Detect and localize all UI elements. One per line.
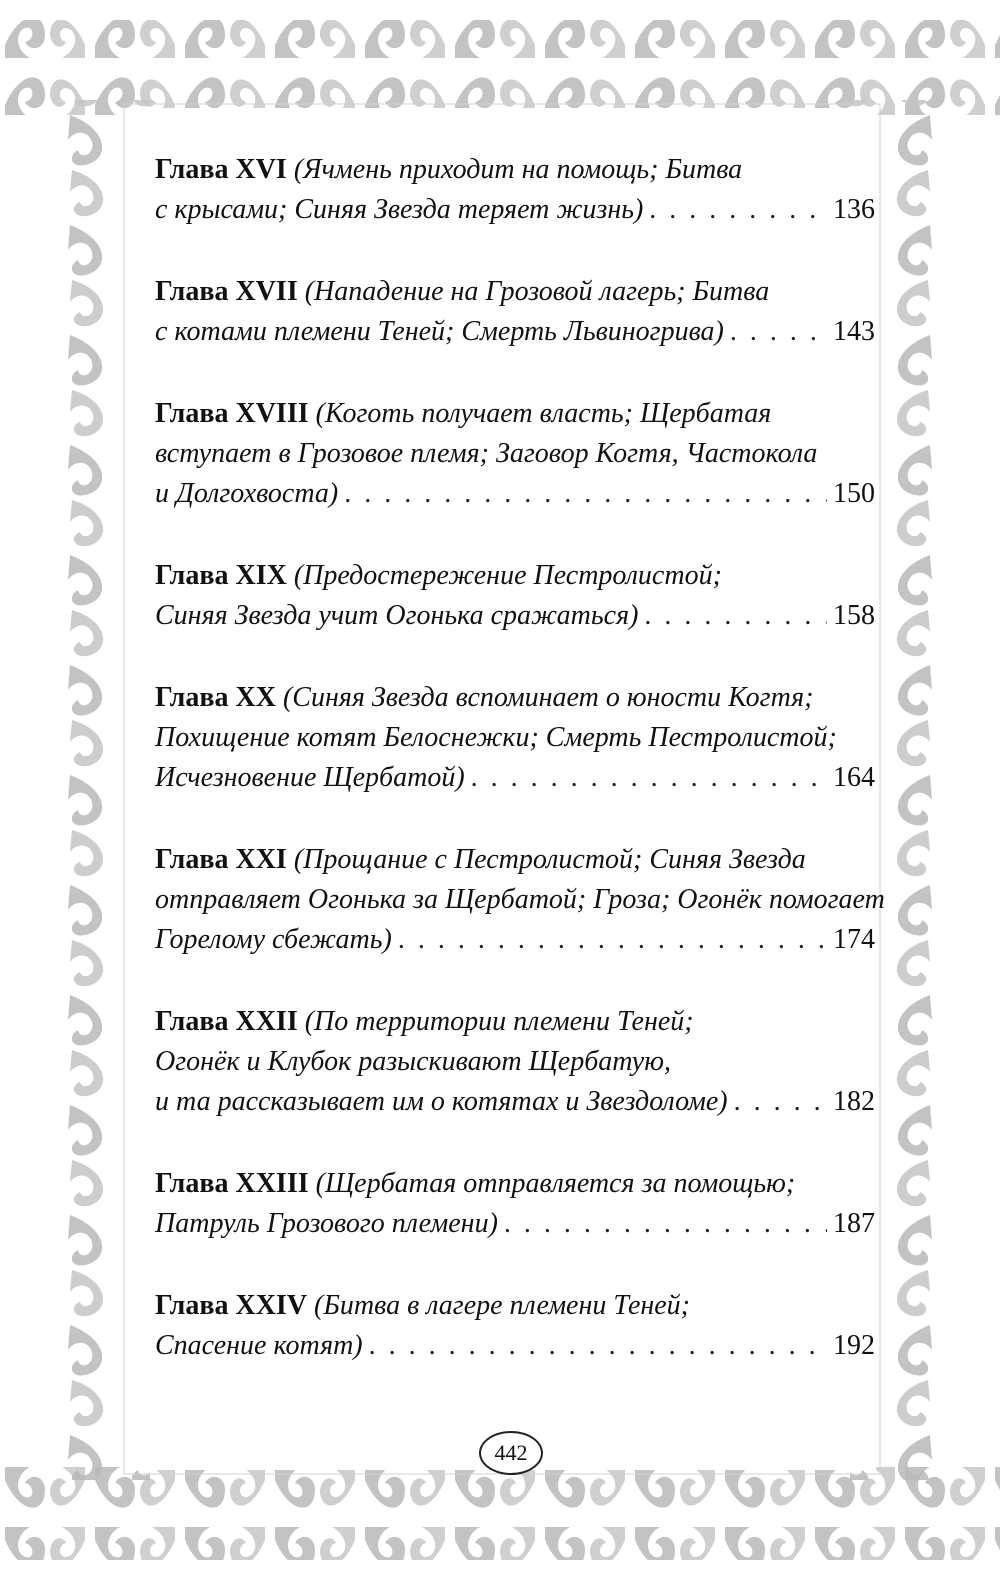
page-reference: 136 xyxy=(833,194,875,225)
page-reference: 192 xyxy=(833,1330,875,1361)
chapter-description: (Предостережение Пестролистой; xyxy=(293,560,722,591)
chapter-label: Глава XX xyxy=(155,682,276,713)
page-reference: 164 xyxy=(833,762,875,793)
toc-entry-last-line xyxy=(155,758,875,798)
chapter-label: Глава XVIII xyxy=(155,398,309,429)
toc-line-text xyxy=(155,758,465,798)
toc-line-text xyxy=(155,1290,690,1321)
toc-entry-line xyxy=(155,880,885,920)
toc-entry-line xyxy=(155,150,875,190)
toc-line-text xyxy=(155,398,771,429)
toc-entry xyxy=(155,840,885,960)
toc-entry-last-line xyxy=(155,920,875,960)
chapter-label: Глава XXI xyxy=(155,844,287,875)
page-reference: 187 xyxy=(833,1208,875,1239)
toc-line-text xyxy=(155,276,769,307)
toc-line-text xyxy=(155,844,806,875)
table-of-contents xyxy=(155,150,885,1366)
toc-entry-last-line xyxy=(155,596,875,636)
chapter-label: Глава XXIII xyxy=(155,1168,309,1199)
toc-entry-last-line xyxy=(155,1082,875,1122)
chapter-description: (Коготь получает власть; Щербатая xyxy=(315,398,772,429)
chapter-description: Горелому сбежать) xyxy=(155,924,392,955)
chapter-label: Глава XXII xyxy=(155,1006,298,1037)
chapter-description: (Синяя Звезда вспоминает о юности Когтя; xyxy=(282,682,814,713)
chapter-description: Исчезновение Щербатой) xyxy=(155,762,465,793)
toc-entry-line xyxy=(155,1164,875,1204)
chapter-description: с котами племени Теней; Смерть Львиногрива) xyxy=(155,316,724,347)
chapter-description: (Ячмень приходит на помощь; Битва xyxy=(293,154,743,185)
chapter-label: Глава XXIV xyxy=(155,1290,308,1321)
toc-entry xyxy=(155,1002,875,1122)
chapter-description: Огонёк и Клубок разыскивают Щербатую, xyxy=(155,1046,671,1077)
toc-entry-line xyxy=(155,1286,875,1326)
toc-line-text xyxy=(155,474,338,514)
toc-line-text xyxy=(155,438,817,469)
toc-line-text xyxy=(155,560,722,591)
toc-line-text xyxy=(155,1046,671,1077)
page-reference: 158 xyxy=(833,600,875,631)
page-reference: 182 xyxy=(833,1086,875,1117)
dot-leader xyxy=(344,474,827,514)
chapter-label: Глава XVII xyxy=(155,276,298,307)
chapter-description: (Щербатая отправляется за помощью; xyxy=(315,1168,796,1199)
dot-leader xyxy=(471,758,827,798)
toc-line-text xyxy=(155,722,837,753)
chapter-description: (Прощание с Пестролистой; Синяя Звезда xyxy=(293,844,806,875)
toc-entry xyxy=(155,272,875,352)
chapter-description: (По территории племени Теней; xyxy=(304,1006,694,1037)
page-number: 442 xyxy=(479,1431,543,1475)
chapter-description: вступает в Грозовое племя; Заговор Когтя, Частокола xyxy=(155,438,818,469)
toc-entry xyxy=(155,394,875,514)
toc-entry-last-line xyxy=(155,1326,875,1366)
dot-leader xyxy=(644,596,827,636)
toc-entry-line xyxy=(155,1002,875,1042)
toc-entry xyxy=(155,1164,875,1244)
toc-entry-last-line xyxy=(155,474,875,514)
toc-entry-line xyxy=(155,272,875,312)
toc-line-text xyxy=(155,884,885,915)
chapter-description: (Битва в лагере племени Теней; xyxy=(314,1290,691,1321)
toc-entry-line xyxy=(155,840,875,880)
toc-entry xyxy=(155,556,875,636)
toc-line-text xyxy=(155,1082,728,1122)
toc-line-text xyxy=(155,1006,694,1037)
page-reference: 150 xyxy=(833,478,875,509)
toc-line-text xyxy=(155,1168,795,1199)
toc-line-text xyxy=(155,154,742,185)
toc-line-text xyxy=(155,312,724,352)
toc-line-text xyxy=(155,682,813,713)
chapter-description: Спасение котят) xyxy=(155,1330,363,1361)
chapter-description: и Долгохвоста) xyxy=(155,478,339,509)
dot-leader xyxy=(730,312,827,352)
toc-entry xyxy=(155,1286,875,1366)
chapter-label: Глава XVI xyxy=(155,154,287,185)
page-reference: 143 xyxy=(833,316,875,347)
chapter-description: Патруль Грозового племени) xyxy=(155,1208,498,1239)
chapter-description: Синяя Звезда учит Огонька сражаться) xyxy=(155,600,639,631)
chapter-label: Глава XIX xyxy=(155,560,287,591)
toc-entry-line xyxy=(155,556,875,596)
page-reference: 174 xyxy=(833,924,875,955)
toc-entry xyxy=(155,678,875,798)
toc-line-text xyxy=(155,920,392,960)
dot-leader xyxy=(398,920,827,960)
chapter-description: с крысами; Синяя Звезда теряет жизнь) xyxy=(155,194,644,225)
toc-line-text xyxy=(155,596,638,636)
toc-entry-last-line xyxy=(155,190,875,230)
chapter-description: отправляет Огонька за Щербатой; Гроза; Огонёк помогает xyxy=(155,884,885,915)
toc-entry-last-line xyxy=(155,1204,875,1244)
chapter-description: и та рассказывает им о котятах и Звездоломе) xyxy=(155,1086,728,1117)
dot-leader xyxy=(734,1082,827,1122)
toc-line-text xyxy=(155,190,643,230)
dot-leader xyxy=(504,1204,827,1244)
toc-entry-line xyxy=(155,718,875,758)
toc-entry-line xyxy=(155,394,875,434)
toc-entry-last-line xyxy=(155,312,875,352)
toc-entry-line xyxy=(155,678,875,718)
dot-leader xyxy=(649,190,827,230)
chapter-description: (Нападение на Грозовой лагерь; Битва xyxy=(304,276,770,307)
toc-entry-line xyxy=(155,434,875,474)
chapter-description: Похищение котят Белоснежки; Смерть Пестролистой; xyxy=(155,722,837,753)
toc-line-text xyxy=(155,1326,363,1366)
toc-entry xyxy=(155,150,875,230)
dot-leader xyxy=(369,1326,827,1366)
toc-entry-line xyxy=(155,1042,875,1082)
toc-line-text xyxy=(155,1204,498,1244)
